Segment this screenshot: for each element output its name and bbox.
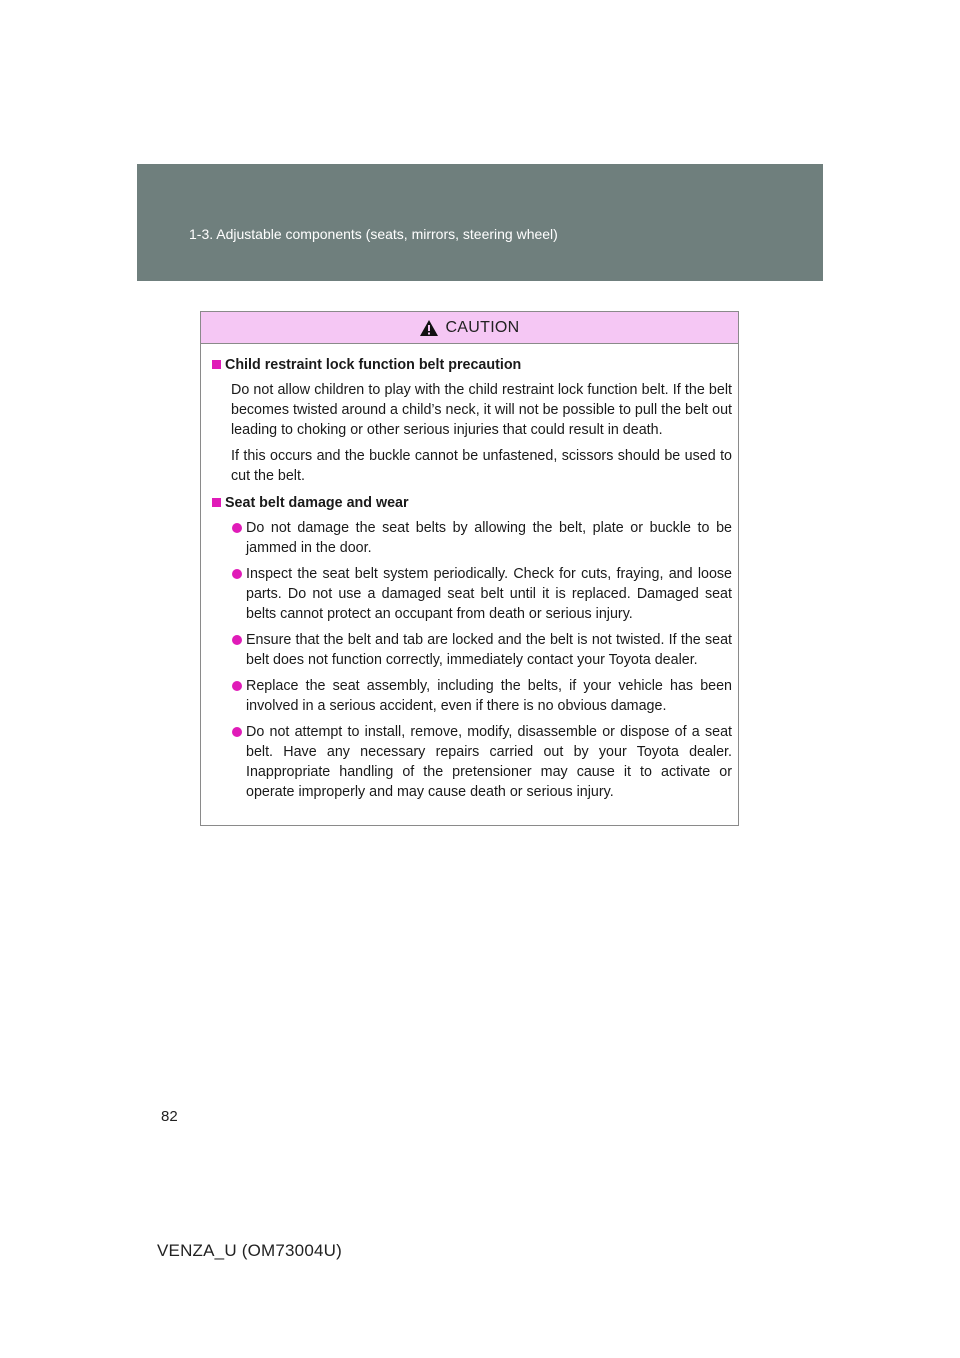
topic-heading-text: Child restraint lock function belt precaution <box>225 357 522 373</box>
list-item-text: Do not damage the seat belts by allowing the belt, plate or buckle to be jammed in the door. <box>246 520 732 556</box>
topic-heading <box>212 493 732 513</box>
round-bullet-icon <box>232 727 242 737</box>
caution-header <box>201 312 738 344</box>
caution-box <box>200 311 739 826</box>
warning-triangle-icon <box>419 319 439 337</box>
caution-body <box>201 344 738 802</box>
topic-heading <box>212 355 732 375</box>
topic-heading-text: Seat belt damage and wear <box>225 495 409 511</box>
list-item <box>212 518 732 558</box>
round-bullet-icon <box>232 569 242 579</box>
paragraph: Do not allow children to play with the child restraint lock function belt. If the belt becomes twisted around a child’s neck, it will not be possible to pull the belt out leading to choking or other serious injuries that could result in death. <box>231 382 732 438</box>
list-item-text: Ensure that the belt and tab are locked and the belt is not twisted. If the seat belt does not function correctly, immediately contact your Toyota dealer. <box>246 632 732 668</box>
round-bullet-icon <box>232 635 242 645</box>
round-bullet-icon <box>232 523 242 533</box>
caution-title: CAUTION <box>445 318 520 336</box>
paragraph: If this occurs and the buckle cannot be unfastened, scissors should be used to cut the belt. <box>231 448 732 484</box>
list-item <box>212 630 732 670</box>
list-item <box>212 722 732 802</box>
square-bullet-icon <box>212 360 221 369</box>
list-item-text: Replace the seat assembly, including the belts, if your vehicle has been involved in a serious accident, even if there is no obvious damage. <box>246 678 732 714</box>
list-item-text: Do not attempt to install, remove, modify, disassemble or dispose of a seat belt. Have any necessary repairs carried out by your Toyota dealer. Inappropriate handling of the pretensioner may cause it to activate or operate improperly and may cause death or serious injury. <box>246 724 732 800</box>
list-item <box>212 676 732 716</box>
document-code: VENZA_U (OM73004U) <box>157 1241 342 1260</box>
section-title: 1-3. Adjustable components (seats, mirrors, steering wheel) <box>189 226 558 242</box>
page-number: 82 <box>161 1108 178 1125</box>
round-bullet-icon <box>232 681 242 691</box>
list-item <box>212 564 732 624</box>
list-item-text: Inspect the seat belt system periodically. Check for cuts, fraying, and loose parts. Do not use a damaged seat belt until it is replaced. Damaged seat belts cannot protect an occupant from death or serious injury. <box>246 566 732 622</box>
header-band <box>137 164 823 281</box>
square-bullet-icon <box>212 498 221 507</box>
